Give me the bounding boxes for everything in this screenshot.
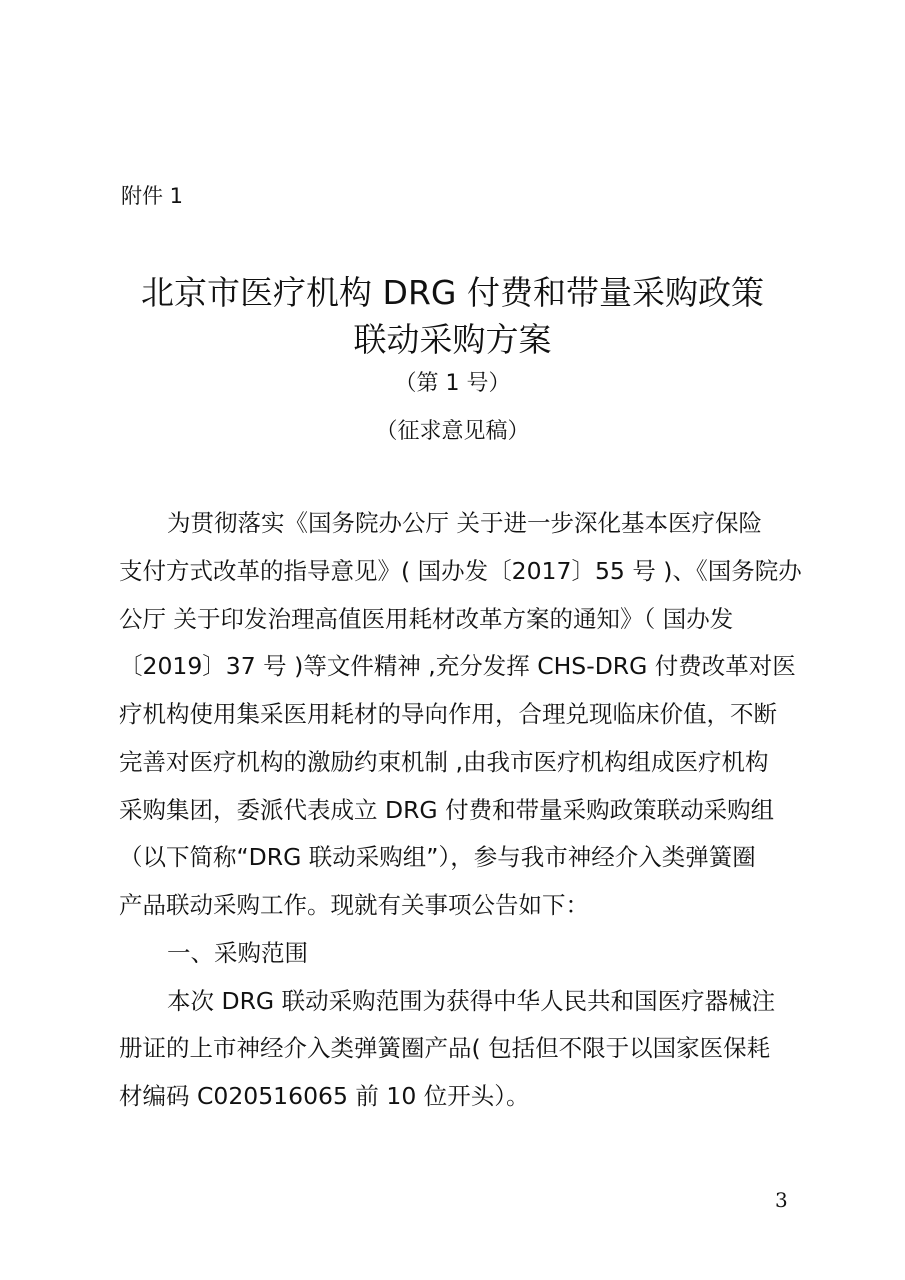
paragraph-line: 册证的上市神经介入类弹簧圈产品( 包括但不限于以国家医保耗: [119, 1034, 771, 1062]
paragraph-line: 产品联动采购工作。现就有关事项公告如下：: [119, 891, 589, 919]
document-title-line-1: 北京市医疗机构 DRG 付费和带量采购政策: [141, 273, 764, 312]
draft-status: （征求意见稿）: [375, 419, 530, 444]
paragraph-line: 疗机构使用集采医用耗材的导向作用，合理兑现临床价值，不断: [119, 700, 777, 728]
attachment-label: 附件 1: [121, 184, 184, 208]
paragraph-line: 〔2019〕37 号 )等文件精神 ,充分发挥 CHS-DRG 付费改革对医: [119, 652, 796, 680]
section-heading: 一、采购范围: [167, 939, 308, 967]
paragraph-line: 材编码 C020516065 前 10 位开头）。: [119, 1082, 530, 1110]
paragraph-line: 支付方式改革的指导意见》( 国办发〔2017〕55 号 )、《国务院办: [119, 557, 802, 585]
paragraph-line: 为贯彻落实《国务院办公厅 关于进一步深化基本医疗保险: [167, 509, 762, 537]
issue-number: （第 1 号）: [394, 371, 511, 396]
document-title-line-2: 联动采购方案: [353, 320, 552, 359]
paragraph-line: 采购集团，委派代表成立 DRG 付费和带量采购政策联动采购组: [119, 796, 775, 824]
paragraph-line: 完善对医疗机构的激励约束机制 ,由我市医疗机构组成医疗机构: [119, 748, 769, 776]
page-number: 3: [775, 1188, 788, 1212]
paragraph-line: 公厅 关于印发治理高值医用耗材改革方案的通知》（ 国办发: [119, 605, 734, 633]
paragraph-line: （以下简称“DRG 联动采购组”），参与我市神经介入类弹簧圈: [119, 843, 756, 871]
paragraph-line: 本次 DRG 联动采购范围为获得中华人民共和国医疗器械注: [167, 987, 776, 1015]
